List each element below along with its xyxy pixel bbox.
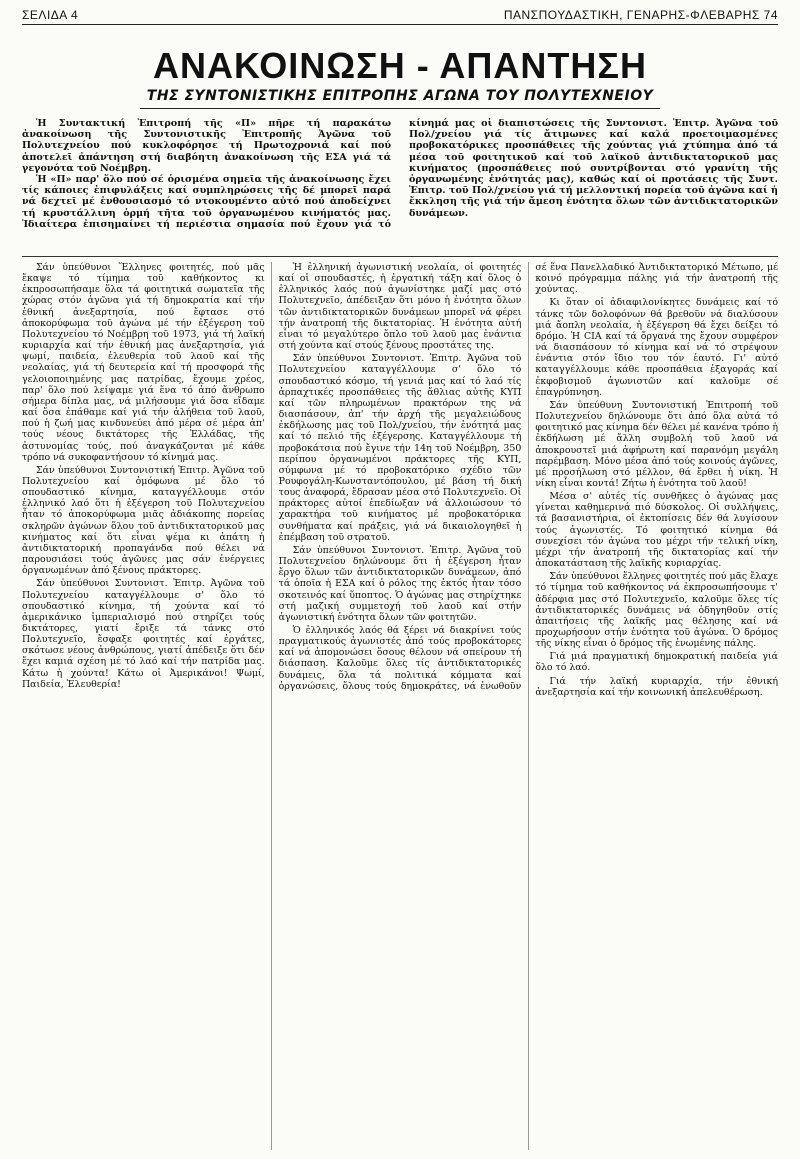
body-paragraph: Μέσα σ' αὐτές τίς συνθῆκες ὁ ἀγώνας μας γίνεται καθημερινά πιό δύσκολος. Οἱ συλλήψεις, τά βασανιστήρια, οἱ ἐκτοπίσεις δέν θά λυγίσουν τούς ἀγωνιστές. Τό φοιτητικό κίνημα θά συνεχίσει τόν ἀγώνα του μέχρι τήν τελική νίκη, μέχρι τήν ἀνατροπή τῆς δικτατορίας καί τήν ἀποκατάσταση τῆς λαϊκῆς κυριαρχίας. [535, 491, 778, 570]
body-paragraph: Σάν ὑπεύθυνη Συντονιστική Ἐπιτροπή τοῦ Πολυτεχνείου δηλώνουμε ὅτι ἀπό ὅλα αὐτά τό φοιτητικό μας κίνημα δέν θέλει μέ κανένα τρόπο ἡ ἐκδήλωση μέ ἄλλη συμβολή τοῦ λαοῦ νά ἀποκρουστεῖ μιά ἀφήρωτη καί παρανόμη μεγάλη παρέμβαση. Μόνο μέσα ἀπό τούς κοινούς ἀγῶνες, μέ προσήλωση στό μέλλον, θά ἔρθει ἡ νίκη. Ἡ νίκη εἶναι κοντά! Ζήτω ἡ ἑνότητα τοῦ λαοῦ! [535, 399, 778, 489]
publication-issue: ΠΑΝΣΠΟΥΔΑΣΤΙΚΗ, ΓΕΝΑΡΗΣ-ΦΛΕΒΑΡΗΣ 74 [503, 8, 778, 22]
body-paragraph: Ὁ ἑλληνικός λαός θά ξέρει νά διακρίνει τούς πραγματικούς ἀγωνιστές ἀπό τούς προβοκάτορες καί νά ἀπομονώσει ὅσους θέλουν νά σπείρουν τή διάσπαση. Καλοῦμε ὅλες τίς ἀντιδικτατορικές δυνάμεις, ὅλα τά πολιτικά κόμματα καί ὀργανώσεις, ὅλους τούς δημοκράτες, νά ἑνωθοῦν σέ ἕνα Πανελλαδικό Ἀντιδικτατορικό Μέτωπο, μέ κοινό πρόγραμμα πάλης γιά τήν ἀνατροπή τῆς χούντας. [278, 262, 778, 692]
body-paragraph: Γιά μιά πραγματική δημοκρατική παιδεία γιά ὅλο τό λαό. [535, 651, 778, 674]
article-subtitle: ΤΗΣ ΣΥΝΤΟΝΙΣΤΙΚΗΣ ΕΠΙΤΡΟΠΗΣ ΑΓΩΝΑ ΤΟΥ ΠΟΛΥΤΕΧΝΕΙΟΥ [146, 88, 654, 104]
section-divider [22, 256, 778, 257]
body-paragraph: Γιά τήν λαϊκή κυριαρχία, τήν ἐθνική ἀνεξαρτησία καί τήν κοινωνική ἀπελευθέρωση. [535, 675, 778, 698]
body-paragraph: Σάν ὑπεύθυνοι ἕλληνες φοιτητές πού μᾶς ἔλαχε τό τίμημα τοῦ καθήκοντος νά ἐκπροσωπήσουμε τ' ἀδέρφια μας στό Πολυτεχνεῖο, καλοῦμε ὅλες τίς ἀντιδικτατορικές δυνάμεις νά ὁδηγηθοῦν στίς ἀπαιτήσεις τῆς λαϊκῆς μας θέλησης καί νά προχωρήσουν στήν ἑνότητα τοῦ ἀγώνα. Ὁ δρόμος τῆς νίκης εἶναι ὁ δρόμος τῆς ἑνωμένης πάλης. [535, 571, 778, 650]
body-paragraph: Σάν ὑπεύθυνοι Συντονιστ. Ἐπιτρ. Ἀγῶνα τοῦ Πολυτεχνείου καταγγέλλουμε σ' ὅλο τό σπουδαστικό κόσμο, τή γενιά μας καί τό λαό τίς ἀρπαχτικές προσπάθειες τῆς ἄθλιας αὐτῆς ΚΥΠ καί τῶν πληρωμένων πρακτόρων της νά διασπάσουν, ἀπ' τήν ἀρχή τῆς μεγαλειώδους ἐκδήλωσης μας τοῦ Πολ/χνείου, τήν ἑνότητά μας καί τό πελιό τῆς ἐξέγερσης. Καταγγέλλουμε τή προβοκάτσια πού ἔγινε τήν 14η τοῦ Νοέμβρη, 350 περίπου ὀργανωμένοι πράκτορες τῆς ΚΥΠ, σύμφωνα μέ τό προβοκατόρικο σχέδιο τῶν Ρουφογάλη-Κωνσταντόπουλου, μέ βάση τή δική τους ἀναφορά, ἔδρασαν μέσα στό Πολυτεχνεῖο. Οἱ πράκτορες αὐτοί ἐπεδίωξαν νά ἀλλοιώσουν τό χαρακτήρα τοῦ κινήματος μέ προβοκατόρικα συνθήματα καί πράξεις, γιά νά δικαιολογηθεῖ ἡ ἐπέμβαση τοῦ στρατοῦ. [278, 353, 522, 543]
article-body [22, 262, 778, 1150]
subtitle-rule [140, 108, 660, 109]
page-header [22, 6, 778, 25]
article-title: ΑΝΑΚΟΙΝΩΣΗ - ΑΠΑΝΤΗΣΗ [152, 45, 648, 86]
body-paragraph: Σάν ὑπεύθυνοι Ἕλληνες φοιτητές, πού μᾶς ἔκαψε τό τίμημα τοῦ καθήκοντος κι ἐκπροσωπήσαμε ὅλα τά φοιτητικά σωματεῖα τῆς χώρας στόν ἀγῶνα γιά τή δημοκρατία καί τήν ἐθνική ἀνεξαρτησία, πού ἔφτασε στό ἀποκορύφωμα τοῦ ἀγώνα μέ τήν ἐξέγερση τοῦ Πολυτεχνείου τό Νοέμβρη τοῦ 1973, γιά τή λαϊκή κυριαρχία καί τήν ἐθνική μας ἀνεξαρτησία, γιά ψωμί, παιδεία, ἐλευθερία τοῦ λαοῦ καί τῆς νεολαίας, γιά τή δευτερεία καί τή προσφορά τῆς γελοιοποιημένης μας πατρίδας, ἔχουμε χρέος, παρ' ὅλο πού λείψαμε γιά ἕνα τό ἀπό ἄνθρωπο σήμερα δίπλα μας, νά μιλήσουμε γιά ὅσα εἴδαμε καί ὅσα ἐπάθαμε καί γιά τήν ἀλήθεια τοῦ λαοῦ, πού ἡ ζωή μας κινδυνεύει ἀπό μέρα σέ μέρα ἀπ' τούς νέους δικτάτορες τῆς Ἑλλάδας, τῆς ἀστυνομίας τούς, πού ἀναγκάζονται μέ κάθε τρόπο νά συκοφαντήσουν τό κίνημά μας. [22, 262, 265, 463]
page-number: ΣΕΛΙΔΑ 4 [22, 8, 79, 22]
body-paragraph: Ἡ ἐλληνική ἀγωνιστική νεολαία, οἱ φοιτητές καί οἱ σπουδαστές, ἡ ἐργατική τάξη καί ὅλος ὁ ἑλληνικός λαός πού ἀγωνίστηκε μαζί μας στό Πολυτεχνεῖο, ἀπέδειξαν ὅτι μόνο ἡ ἑνότητα ὅλων τῶν ἀντιδικτατορικῶν δυνάμεων μπορεῖ νά φέρει τήν ἀνατροπή τῆς δικτατορίας. Ἡ ἑνότητα αὐτή εἶναι τό μεγαλύτερο ὅπλο τοῦ λαοῦ μας ἐνάντια στή χούντα καί στούς ξένους προστάτες της. [278, 262, 522, 352]
body-paragraph: Σάν ὑπεύθυνοι Συντονιστική Ἐπιτρ. Ἀγῶνα τοῦ Πολυτεχνείου καί ὁμόφωνα μέ ὅλο τό σπουδαστικό κίνημα, καταγγέλλουμε στόν ἑλληνικό λαό ὅτι ἡ ἐξέγερση τοῦ Πολυτεχνείου ἦταν τό ἀποκορύφωμα μιᾶς ἀδιάκοπης πορείας σκληρῶν ἀγώνων ὅλου τοῦ ἀντιδικτατορικοῦ μας κινήματος καί ὅτι εἶναι ψέμα κι ἀπάτη ἡ ἀντιδικτατορική προπαγάνδα πού θέλει νά παρουσιάσει τούς ἀγῶνες μας σάν ἐνέργειες ὀργανωμένων ἀπό ξένους πράκτορες. [22, 464, 265, 577]
editorial-intro [22, 118, 778, 250]
body-paragraph: Σάν ὑπεύθυνοι Συντονιστ. Ἐπιτρ. Ἀγῶνα τοῦ Πολυτεχνείου δηλώνουμε ὅτι ἡ ἐξέγερση ἦταν ἔργο ὅλων τῶν ἀντιδικτατορικῶν δυνάμεων, ἀπό τά ὁποῖα ἡ ΕΣΑ καί ὁ ρόλος της ἐκτός ἦταν τόσο σκοτεινός καί ὕποπτος. Ὁ ἀγώνας μας στηρίχτηκε στή μαζική συμμετοχή τοῦ λαοῦ καί στήν ἀγωνιστική ἑνότητα ὅλων τῶν φοιτητῶν. [278, 544, 522, 623]
body-paragraph: Σάν ὑπεύθυνοι Συντονιστ. Ἐπιτρ. Ἀγῶνα τοῦ Πολυτεχνείου καταγγέλλουμε σ' ὅλο τό σπουδαστικό κίνημα, τή χούντα καί τό ἀμερικάνικο ἰμπεριαλισμό πού στηρίζει τούς δικτάτορες, γιατί ἔριξε τά τάνκς στό Πολυτεχνεῖο, ἔσφαξε φοιτητές καί ἐργάτες, σκότωσε νέους ἀνθρώπους, γιατί ἀπέδειξε ὅτι δέν ἔχει καμιά σχέση μέ τό λαό καί τήν πατρίδα μας. Κάτω ἡ χούντα! Κάτω οἱ Ἀμερικάνοι! Ψωμί, Παιδεία, Ἐλευθερία! [22, 578, 265, 690]
body-paragraph: Κι ὅταν οἱ ἀδιαφιλονίκητες δυνάμεις καί τό τάνκς τῶν δολοφόνων θά βρεθοῦν νά διαλύσουν μιά ἄοπλη νεολαία, ἡ ἐξέγερση θά ἔχει δείξει τό δρόμο. Ἡ CIA καί τά ὄργανά της ἔχουν συμφέρον νά διασπάσουν τό κίνημα καί νά τό στρέψουν ἐνάντια στόν ἴδιο του τόν ἑαυτό. Γι' αὐτό καταγγέλλουμε κάθε προσπάθεια ἐξαγοράς καί ἐκφοβισμοῦ ἀγωνιστῶν καί καλοῦμε σέ ἐπαγρύπνηση. [535, 297, 778, 398]
intro-paragraph: Ἡ «Π» παρ' ὅλο πού σέ ὁρισμένα σημεῖα τῆς ἀνακοίνωσης ἔχει τίς κάποιες ἐπιφυλάξεις καί συμπληρώσεις τῆς δέ μπορεῖ παρά νά δεχτεῖ μέ ἐνθουσιασμό τό ντοκουμέντο αὐτό πού ἀποδείχνει τή κρυστάλλινη ὁρμή τῆτα τοῦ ὀργανωμένου κινήματός μας. Ἰδιαίτερα ἐπισημαίνει τή περιέστια σημασία πού ἔχουν γιά τό κίνημά μας οἱ διαπιστώσεις τῆς Συντονιστ. Ἐπιτρ. Ἀγῶνα τοῦ Πολ/χνείου γιά τίς ἄτιμωνες καί καλά προετοιμασμένες προβοκατόρικες προσπάθειες τῆς χούντας γιά χτύπημα ἀπό τά μέσα τοῦ φοιτητικοῦ καί τοῦ λαϊκοῦ ἀντιδικτατορικοῦ μας κινήματος (προσπάθειες πού συντρίβονται στό γρανίτη τῆς ὀργανωμένης ἑνότητάς μας), καθώς καί οἱ προτάσεις τῆς Συντ. Ἐπιτρ. τοῦ Πολ/χνείου γιά τή μελλοντική πορεία τοῦ ἀγῶνα καί ἡ ἔκκληση τῆς γιά τήν ἄμεση ἑνότητα ὅλων τῶν ἀντιδικτατορικῶν δυνάμεων. [22, 118, 778, 230]
intro-paragraph: Ἡ Συντακτική Ἐπιτροπή τῆς «Π» πῆρε τή παρακάτω ἀνακοίνωση τῆς Συντονιστικῆς Ἐπιτροπῆς Ἀγῶνα τοῦ Πολυτεχνείου πού κυκλοφόρησε τή Πρωτοχρονιά καί πού ἀποτελεῖ ἀπάντηση στή διαβόητη ἀνακοίνωση τῆς ΕΣΑ γιά τά γεγονότα τοῦ Νοέμβρη. [22, 118, 391, 174]
